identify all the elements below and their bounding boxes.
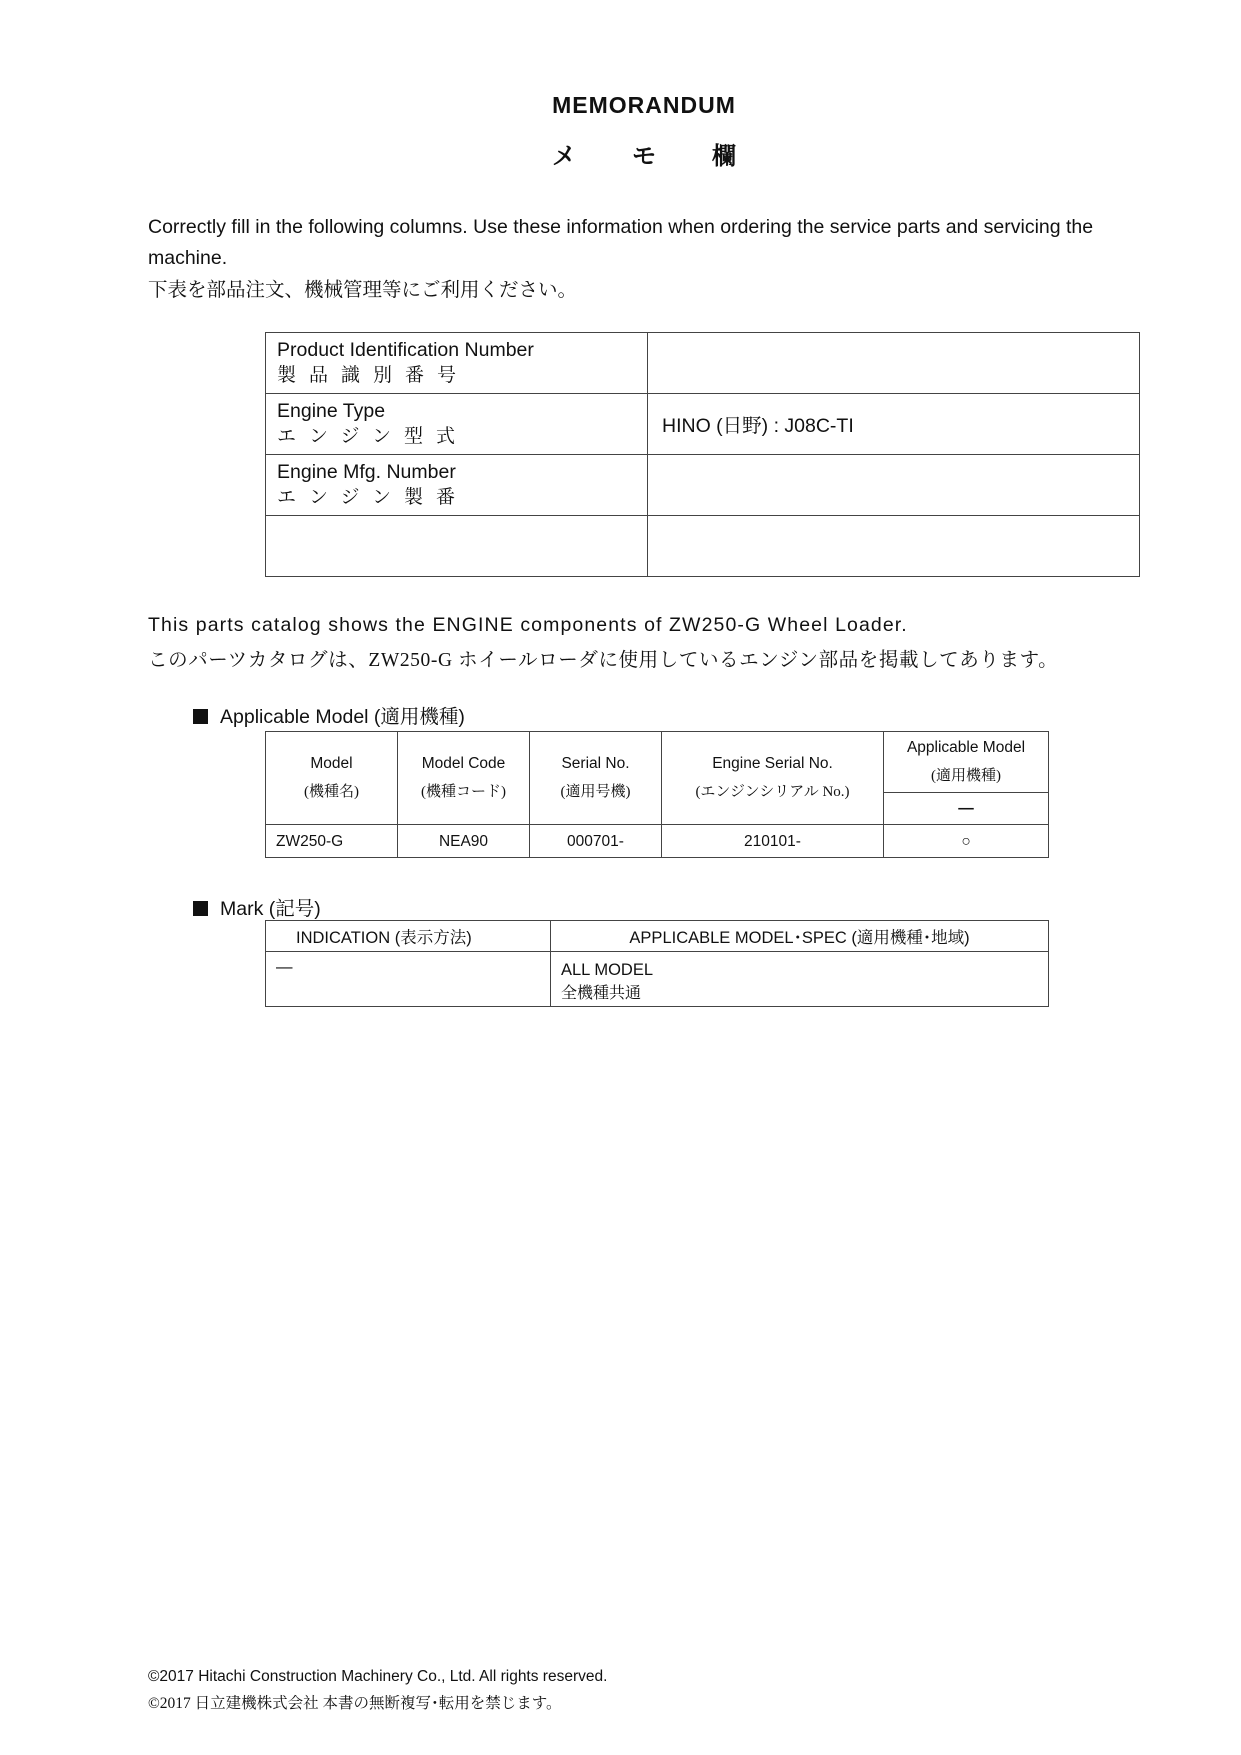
table-row: [266, 952, 1049, 1007]
product-id-field[interactable]: [648, 333, 1140, 394]
engine-serial-header-jp: (エンジンシリアル No.): [695, 784, 850, 800]
serial-header-en: Serial No.: [561, 755, 630, 772]
applicable-mark-header: ―: [884, 793, 1049, 825]
intro-text: Correctly fill in the following columns. Use these information when ordering the service parts and servicing the machine.: [148, 216, 1094, 269]
blank-label-field[interactable]: [266, 516, 648, 577]
identification-table: [265, 332, 1140, 577]
copyright-jp: ©2017 日立建機株式会社 本書の無断複写･転用を禁じます。: [148, 1695, 562, 1712]
blank-value-field[interactable]: [648, 516, 1140, 577]
label-cell: [266, 394, 648, 455]
applicable-model-heading: [193, 701, 465, 729]
model-code-header-en: Model Code: [421, 755, 506, 772]
intro-text-jp: 下表を部品注文、機械管理等にご利用ください。: [148, 280, 578, 301]
indication-cell: ―: [266, 952, 551, 1007]
engine-serial-cell: 210101-: [662, 825, 884, 858]
serial-cell: 000701-: [530, 825, 662, 858]
label-jp: 製品識別番号: [277, 365, 470, 386]
square-bullet-icon: [193, 709, 208, 724]
table-row: [266, 394, 1140, 455]
label-jp: エンジン型式: [277, 426, 469, 447]
page-title: MEMORANDUM: [552, 92, 736, 118]
applicable-mark-cell: ○: [884, 825, 1049, 858]
indication-header: INDICATION (表示方法): [266, 921, 551, 952]
model-header-jp: (機種名): [304, 784, 359, 800]
mark-heading-text: Mark (記号): [220, 898, 321, 920]
applicable-spec-cell: [551, 952, 1049, 1007]
page-subtitle: メ モ 欄: [552, 144, 736, 170]
table-row: [266, 921, 1049, 952]
label-en: Product Identification Number: [277, 339, 534, 361]
applicable-header-en: Applicable Model: [906, 739, 1026, 756]
engine-serial-header: [662, 732, 884, 825]
applicable-spec-header: APPLICABLE MODEL･SPEC (適用機種･地域): [551, 921, 1049, 952]
label-en: Engine Type: [277, 400, 386, 422]
table-row: [266, 825, 1049, 858]
engine-mfg-number-field[interactable]: [648, 455, 1140, 516]
applicable-model-heading-text: Applicable Model (適用機種): [220, 706, 465, 728]
applicable-header-jp: (適用機種): [931, 768, 1001, 784]
serial-header: [530, 732, 662, 825]
applicable-header: [884, 732, 1049, 793]
applicable-spec-jp: 全機種共通: [561, 985, 642, 1002]
label-jp: エンジン製番: [277, 487, 469, 508]
catalog-description: This parts catalog shows the ENGINE components of ZW250-G Wheel Loader.: [148, 614, 908, 636]
label-cell: [266, 333, 648, 394]
copyright-en: ©2017 Hitachi Construction Machinery Co., Ltd. All rights reserved.: [148, 1668, 608, 1685]
catalog-description-jp: このパーツカタログは、ZW250-G ホイールローダに使用しているエンジン部品を掲載してあります。: [148, 650, 1059, 671]
serial-header-jp: (適用号機): [560, 784, 631, 800]
label-en: Engine Mfg. Number: [277, 461, 456, 483]
model-header-en: Model: [310, 755, 353, 772]
model-cell: ZW250-G: [266, 825, 398, 858]
square-bullet-icon: [193, 901, 208, 916]
model-code-header: [398, 732, 530, 825]
model-code-cell: NEA90: [398, 825, 530, 858]
table-row: [266, 455, 1140, 516]
engine-type-field[interactable]: HINO (日野) : J08C-TI: [648, 394, 1140, 455]
mark-heading: [193, 893, 321, 921]
table-row: [266, 516, 1140, 577]
model-header: [266, 732, 398, 825]
applicable-spec-en: ALL MODEL: [561, 961, 654, 979]
applicable-model-table: [265, 731, 1049, 858]
mark-table: [265, 920, 1049, 1007]
engine-serial-header-en: Engine Serial No.: [712, 755, 833, 772]
model-code-header-jp: (機種コード): [421, 784, 506, 800]
table-row: [266, 333, 1140, 394]
label-cell: [266, 455, 648, 516]
